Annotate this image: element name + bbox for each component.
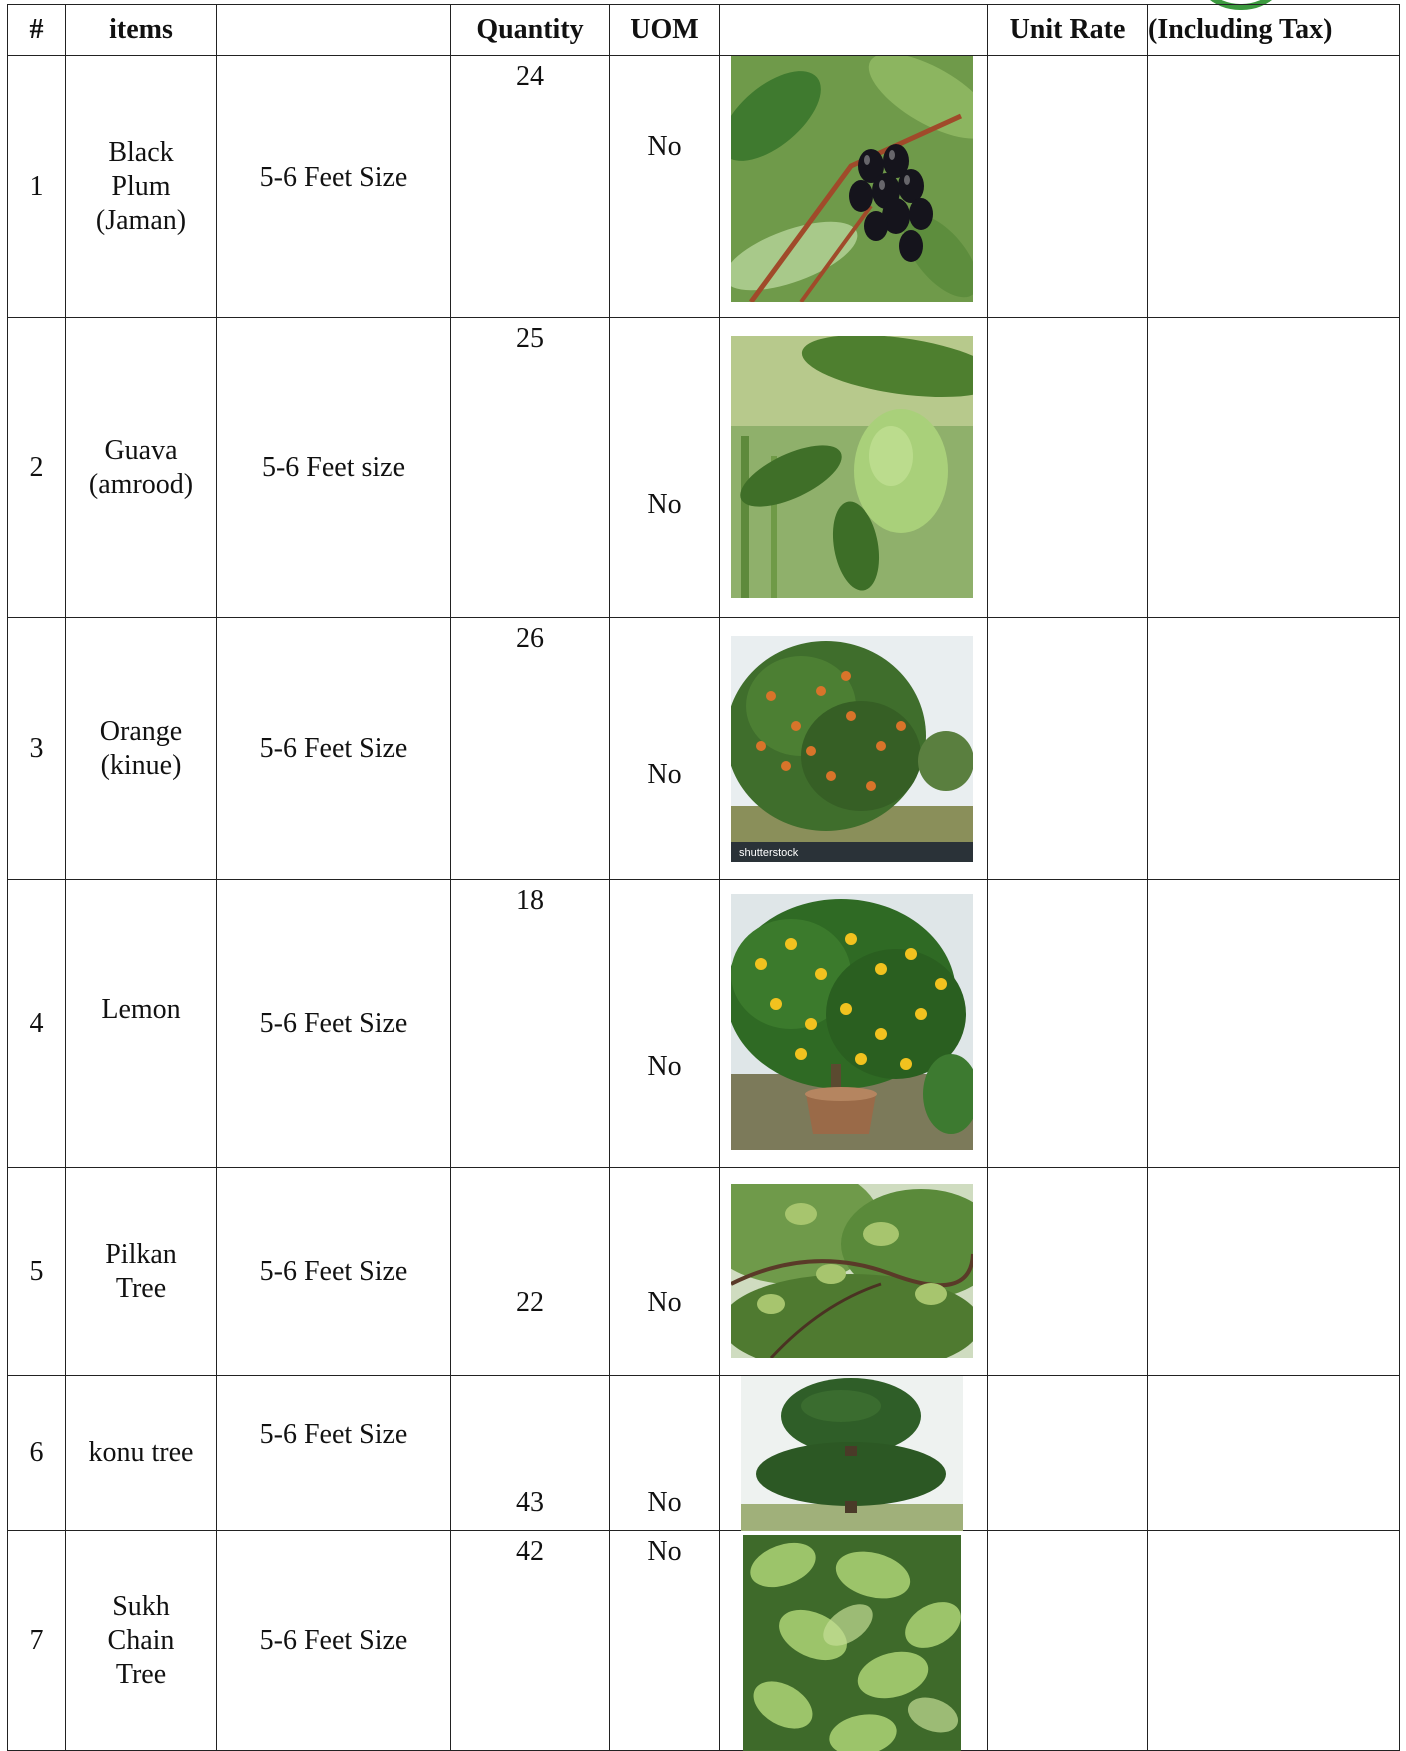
item-name: Guava (amrood) xyxy=(66,318,217,618)
item-name: Black Plum (Jaman) xyxy=(66,56,217,318)
total-cell xyxy=(1148,618,1400,880)
unit-rate-cell xyxy=(988,318,1148,618)
quantity-value: 18 xyxy=(516,885,544,916)
sukh-chain-tree-photo xyxy=(743,1535,961,1751)
table-row xyxy=(8,318,1400,618)
items-table xyxy=(7,4,1400,1751)
uom-value: No xyxy=(647,759,682,790)
photo-cell xyxy=(720,1376,988,1531)
header-unit-rate: Unit Rate xyxy=(988,5,1148,56)
lemon-tree-photo xyxy=(731,894,973,1150)
item-size: 5-6 Feet Size xyxy=(217,1531,451,1751)
uom-cell xyxy=(610,318,720,618)
black-plum-photo xyxy=(731,56,973,302)
uom-cell xyxy=(610,1376,720,1531)
table-row xyxy=(8,1531,1400,1751)
photo-cell xyxy=(720,1168,988,1376)
pilkan-tree-photo xyxy=(731,1184,973,1358)
unit-rate-cell xyxy=(988,618,1148,880)
table-row xyxy=(8,618,1400,880)
item-name: Orange (kinue) xyxy=(66,618,217,880)
header-quantity: Quantity xyxy=(451,5,610,56)
uom-value: No xyxy=(647,1051,682,1082)
item-name: konu tree xyxy=(66,1376,217,1531)
total-cell xyxy=(1148,1168,1400,1376)
quantity-cell xyxy=(451,618,610,880)
unit-rate-cell xyxy=(988,1531,1148,1751)
quantity-cell xyxy=(451,318,610,618)
quantity-cell xyxy=(451,56,610,318)
row-num: 6 xyxy=(8,1376,66,1531)
unit-rate-cell xyxy=(988,1168,1148,1376)
header-row xyxy=(8,5,1400,56)
total-cell xyxy=(1148,880,1400,1168)
quantity-value: 22 xyxy=(516,1287,544,1318)
uom-cell xyxy=(610,1168,720,1376)
total-cell xyxy=(1148,1531,1400,1751)
uom-value: No xyxy=(647,1487,682,1518)
unit-rate-cell xyxy=(988,1376,1148,1531)
header-image xyxy=(720,5,988,56)
shutterstock-watermark: shutterstock xyxy=(739,847,799,859)
item-size: 5-6 Feet Size xyxy=(217,880,451,1168)
photo-cell xyxy=(720,1531,988,1751)
quantity-value: 43 xyxy=(516,1487,544,1518)
header-uom: UOM xyxy=(610,5,720,56)
total-cell xyxy=(1148,56,1400,318)
guava-photo xyxy=(731,336,973,598)
unit-rate-cell xyxy=(988,56,1148,318)
row-num: 2 xyxy=(8,318,66,618)
photo-cell xyxy=(720,880,988,1168)
total-cell xyxy=(1148,318,1400,618)
item-size: 5-6 Feet Size xyxy=(259,1419,408,1450)
table-row xyxy=(8,1376,1400,1531)
uom-cell xyxy=(610,618,720,880)
photo-cell xyxy=(720,618,988,880)
item-size: 5-6 Feet Size xyxy=(217,56,451,318)
photo-cell xyxy=(720,56,988,318)
table-row xyxy=(8,880,1400,1168)
quantity-value: 42 xyxy=(516,1536,544,1567)
header-items: items xyxy=(66,5,217,56)
item-size-cell xyxy=(217,1376,451,1531)
orange-tree-photo xyxy=(731,636,973,862)
item-name: Sukh Chain Tree xyxy=(66,1531,217,1751)
quantity-cell xyxy=(451,880,610,1168)
uom-value: No xyxy=(647,489,682,520)
row-num: 7 xyxy=(8,1531,66,1751)
uom-cell xyxy=(610,880,720,1168)
header-description xyxy=(217,5,451,56)
uom-value: No xyxy=(647,1287,682,1318)
uom-cell xyxy=(610,56,720,318)
table-row xyxy=(8,56,1400,318)
item-size: 5-6 Feet Size xyxy=(217,1168,451,1376)
uom-value: No xyxy=(647,131,682,162)
uom-cell xyxy=(610,1531,720,1751)
unit-rate-cell xyxy=(988,880,1148,1168)
row-num: 4 xyxy=(8,880,66,1168)
quantity-value: 24 xyxy=(516,61,544,92)
quantity-value: 25 xyxy=(516,323,544,354)
item-name: Pilkan Tree xyxy=(66,1168,217,1376)
item-name: Lemon xyxy=(66,880,217,1168)
photo-cell xyxy=(720,318,988,618)
row-num: 3 xyxy=(8,618,66,880)
table-row xyxy=(8,1168,1400,1376)
item-size: 5-6 Feet Size xyxy=(217,618,451,880)
row-num: 1 xyxy=(8,56,66,318)
quantity-value: 26 xyxy=(516,623,544,654)
header-num: # xyxy=(8,5,66,56)
quantity-cell xyxy=(451,1168,610,1376)
item-size: 5-6 Feet size xyxy=(217,318,451,618)
quantity-cell xyxy=(451,1376,610,1531)
konu-tree-photo xyxy=(741,1376,963,1531)
quantity-cell xyxy=(451,1531,610,1751)
row-num: 5 xyxy=(8,1168,66,1376)
header-including-tax: (Including Tax) xyxy=(1148,5,1400,56)
total-cell xyxy=(1148,1376,1400,1531)
uom-value: No xyxy=(647,1536,682,1567)
